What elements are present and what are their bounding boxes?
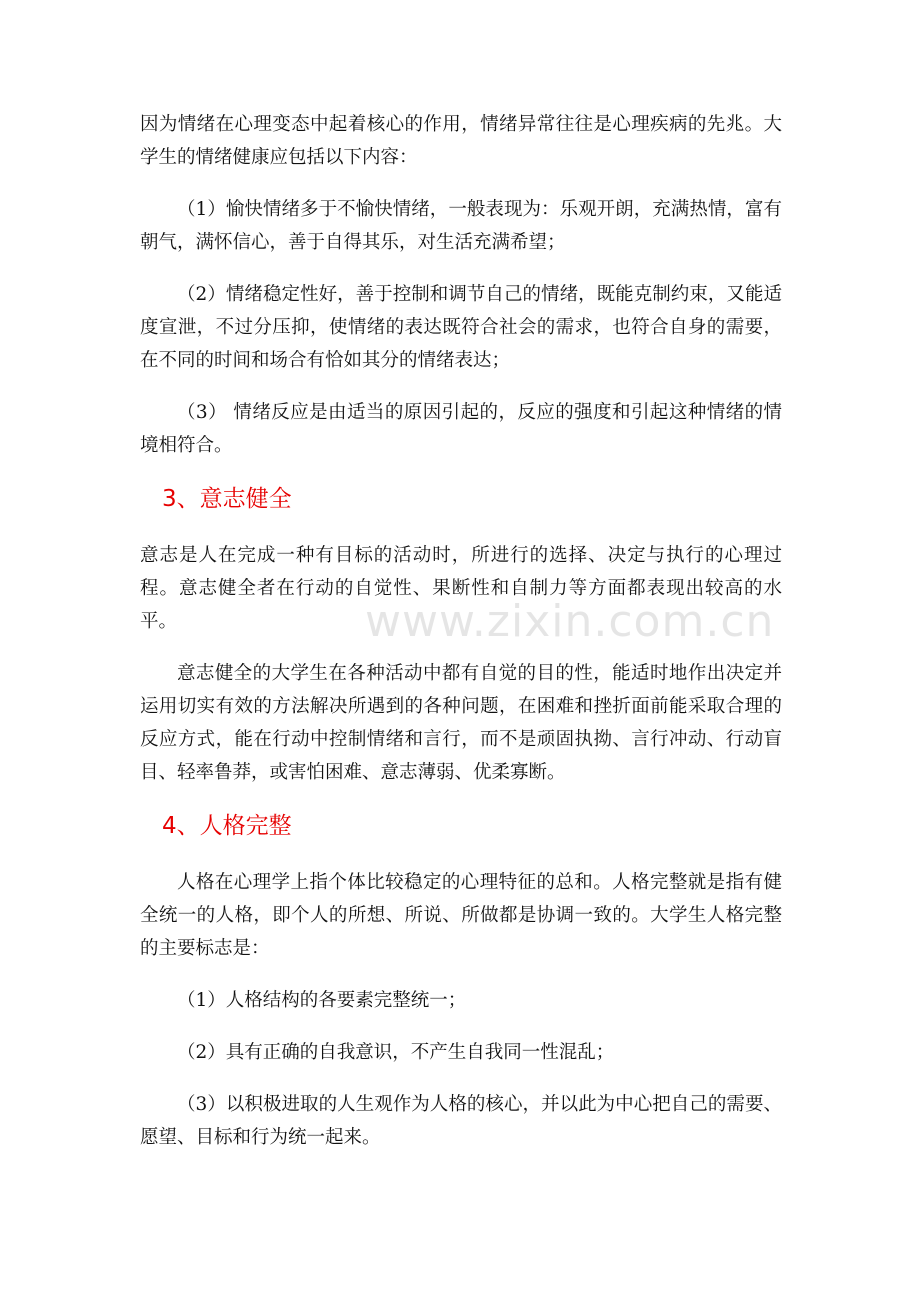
paragraph-will-definition: 意志是人在完成一种有目标的活动时，所进行的选择、决定与执行的心理过程。意志健全者在行动的自觉性、果断性和自制力等方面都表现出较高的水平。 <box>140 545 782 632</box>
paragraph-emotion-item-3: （3） 情绪反应是由适当的原因引起的，反应的强度和引起这种情绪的情境相符合。 <box>140 402 782 456</box>
paragraph-emotion-intro: 因为情绪在心理变态中起着核心的作用，情绪异常往往是心理疾病的先兆。大学生的情绪健康应包括以下内容： <box>140 114 782 168</box>
paragraph-personality-item-1: （1）人格结构的各要素完整统一； <box>177 990 467 1011</box>
watermark-text: www.zixin.com.cn <box>365 596 775 647</box>
paragraph-emotion-item-2: （2）情绪稳定性好，善于控制和调节自己的情绪，既能克制约束，又能适度宣泄，不过分压抑，使情绪的表达既符合社会的需求，也符合自身的需要，在不同的时间和场合有恰如其分的情绪表达； <box>140 284 782 371</box>
paragraph-personality-definition: 人格在心理学上指个体比较稳定的心理特征的总和。人格完整就是指有健全统一的人格，即个人的所想、所说、所做都是协调一致的。大学生人格完整的主要标志是： <box>140 872 782 959</box>
paragraph-personality-item-2: （2）具有正确的自我意识，不产生自我同一性混乱； <box>177 1042 615 1063</box>
paragraph-will-description: 意志健全的大学生在各种活动中都有自觉的目的性，能适时地作出决定并运用切实有效的方法解决所遇到的各种问题，在困难和挫折面前能采取合理的反应方式，能在行动中控制情绪和言行，而不是顽固执拗、言行冲动、行动盲目、轻率鲁莽，或害怕困难、意志薄弱、优柔寡断。 <box>140 663 782 783</box>
paragraph-emotion-item-1: （1）愉快情绪多于不愉快情绪，一般表现为：乐观开朗，充满热情，富有朝气，满怀信心，善于自得其乐，对生活充满希望； <box>140 199 782 253</box>
document-page <box>140 108 782 1173</box>
section-heading-will: 3、意志健全 <box>162 486 292 512</box>
section-heading-personality: 4、人格完整 <box>162 813 292 839</box>
paragraph-personality-item-3: （3）以积极进取的人生观作为人格的核心，并以此为中心把自己的需要、愿望、目标和行为统一起来。 <box>140 1094 782 1148</box>
